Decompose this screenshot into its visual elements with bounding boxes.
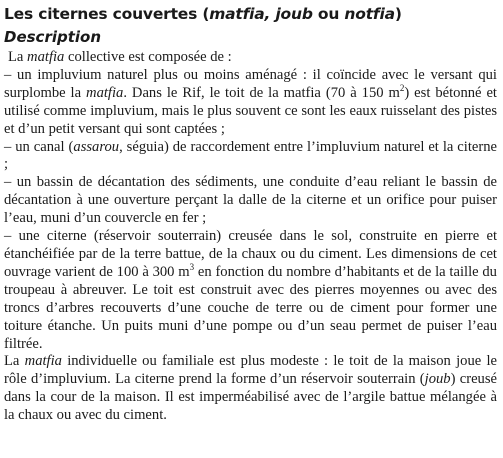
closing-text-b: ) creusé dans la cour de la maison. Il est imperméabilisé avec de l’argile battue mélangée à la chaux ou avec du ciment. — [4, 371, 497, 424]
list-item-impluvium — [4, 67, 497, 139]
item2-text-b: , séguia) de raccordement entre l’impluvium naturel et la citerne ; — [4, 138, 497, 173]
section-heading — [4, 4, 497, 24]
list-item-bassin: – un bassin de décantation des sédiments, une conduite d’eau reliant le bassin de décantation à une ouverture perçant la dalle de la citerne et un orifice pour puiser l’eau, muni d’un couvercle en fer ; — [4, 174, 497, 227]
intro-post: collective est composée de : — [64, 49, 232, 65]
item2-text-a: – un canal ( — [4, 138, 74, 155]
heading-middle: ou — [312, 5, 345, 23]
intro-paragraph — [4, 49, 497, 67]
item4-superscript: 3 — [189, 262, 195, 273]
closing-term: matfia — [24, 353, 62, 370]
heading-term-1: matfia, joub — [209, 5, 313, 23]
list-item-canal — [4, 139, 497, 175]
closing-paragraph — [4, 353, 497, 425]
list-item-citerne — [4, 228, 497, 353]
closing-term-2: joub — [424, 371, 451, 388]
intro-term: matfia — [27, 49, 65, 65]
heading-term-2: notfia — [344, 5, 395, 23]
item1-text-a: – un impluvium naturel plus ou moins aménagé : il coïncide avec le versant qui surplombe la — [4, 66, 497, 101]
heading-prefix: Les citernes couvertes ( — [4, 5, 210, 23]
item1-text-c: ) est bétonné et utilisé comme impluvium, mais le plus souvent ce sont les eaux ruisselant des pistes et d’un petit versant qui sont captées ; — [4, 84, 497, 137]
item1-term: matfia — [86, 84, 124, 101]
item2-term: assarou — [73, 138, 120, 155]
item1-text-b: . Dans le Rif, le toit de la matfia (70 à 150 m — [123, 84, 400, 101]
intro-pre: La — [8, 49, 28, 65]
subsection-heading: Description — [4, 28, 102, 46]
heading-suffix: ) — [394, 5, 402, 23]
item4-text-a: – une citerne (réservoir souterrain) creusée dans le sol, construite en pierre et étanchéifiée par de la terre battue, de la chaux ou du ciment. Les dimensions de cet ouvrage varient de 100 à 300 m — [4, 228, 497, 280]
closing-pre: La — [4, 353, 25, 370]
item4-text-b: en fonction du nombre d’habitants et de la taille du troupeau à abreuver. Le toit est construit avec des pierres moyennes ou avec des troncs d’arbres recouverts d’une couche de terre ou de ciment pour former une toiture étanche. Un puits muni d’une pompe ou d’un seau permet de puiser l’eau filtrée. — [4, 263, 497, 352]
item1-superscript: 2 — [399, 82, 405, 93]
closing-text-a: individuelle ou familiale est plus modeste : le toit de la maison joue le rôle d’impluvium. La citerne prend la forme d’un réservoir souterrain ( — [4, 353, 497, 388]
